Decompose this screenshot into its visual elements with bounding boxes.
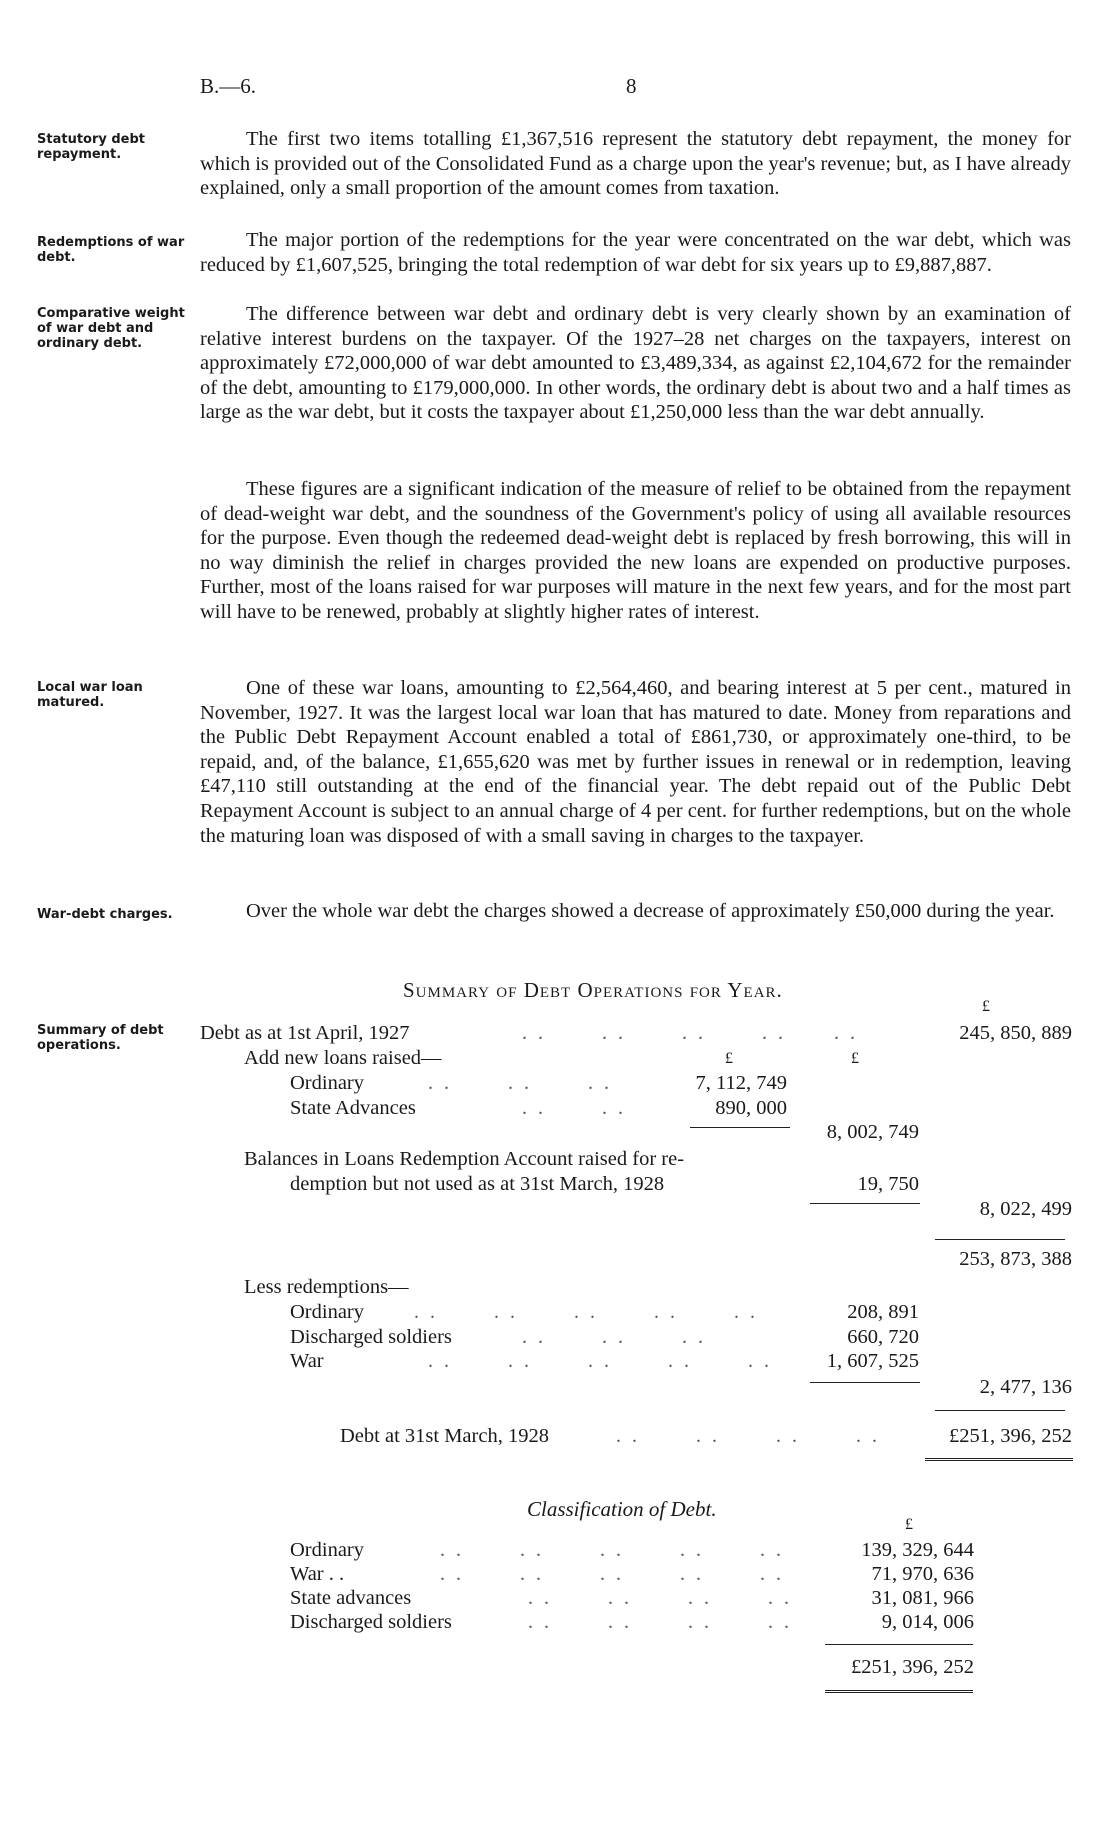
currency-label: £ — [982, 998, 990, 1015]
classification-heading: Classification of Debt. — [527, 1497, 717, 1521]
state-new-label: State Advances — [290, 1097, 416, 1119]
state-new-value: 890, 000 — [715, 1097, 787, 1119]
double-rule — [825, 1690, 973, 1696]
margin-note-comparative: Comparative weight of war debt and ordinary debt. — [37, 306, 185, 351]
margin-note-war-debt-charges: War-debt charges. — [37, 907, 173, 922]
classification-total: £251, 396, 252 — [851, 1656, 974, 1678]
subtotal-value: 253, 873, 388 — [959, 1248, 1072, 1270]
redemption-soldiers-label: Discharged soldiers — [290, 1326, 452, 1348]
paragraph-statutory: The first two items totalling £1,367,516 represent the statutory debt repayment, the money for which is provided out of the Consolidated Fund as a charge upon the year's revenue; but, as I have already explained, only a small proportion of the amount comes from taxation. — [200, 128, 1071, 200]
class-state-label: State advances — [290, 1587, 412, 1609]
rule — [690, 1127, 790, 1128]
debt-start-label: Debt as at 1st April, 1927 — [200, 1022, 410, 1044]
redemption-ordinary-label: Ordinary — [290, 1301, 365, 1323]
summary-heading: Summary of Debt Operations for Year. — [403, 978, 783, 1002]
margin-note-summary: Summary of debt operations. — [37, 1023, 164, 1053]
redemption-war-value: 1, 607, 525 — [826, 1350, 919, 1372]
balances-value: 19, 750 — [857, 1173, 919, 1195]
balances-label-line2: demption but not used as at 31st March, 1928 — [290, 1173, 665, 1195]
class-ordinary-label: Ordinary — [290, 1539, 365, 1561]
class-war-value: 71, 970, 636 — [871, 1563, 974, 1585]
margin-note-local-war-loan: Local war loan matured. — [37, 680, 143, 710]
redemptions-total: 2, 477, 136 — [979, 1376, 1072, 1398]
classification-currency: £ — [905, 1516, 913, 1533]
debt-start-value: 245, 850, 889 — [959, 1022, 1072, 1044]
paragraph-redemptions: The major portion of the redemptions for the year were concentrated on the war debt, which was reduced by £1,607,525, bringing the total redemption of war debt for six years up to £9,887,887. — [200, 229, 1071, 276]
margin-note-statutory: Statutory debt repayment. — [37, 132, 146, 162]
rule — [935, 1410, 1065, 1411]
less-redemptions-label: Less redemptions— — [244, 1276, 409, 1298]
class-war-label: War . . — [290, 1563, 345, 1585]
rule — [825, 1644, 973, 1645]
page-number: 8 — [626, 74, 637, 98]
paragraph-significance: These figures are a significant indication of the measure of relief to be obtained from the repayment of dead-weight war debt, and the soundness of the Government's policy of using all available resources for the purpose. Even though the redeemed dead-weight debt is replaced by fresh borrowing, this will in no way diminish the relief in charges provided the new loans are expended on productive purposes. Further, most of the loans raised for war purposes will mature in the next few years, and for the most part will have to be renewed, probably at slightly higher rates of interest. — [200, 478, 1071, 623]
additions-total: 8, 022, 499 — [979, 1198, 1072, 1220]
class-ordinary-value: 139, 329, 644 — [861, 1539, 974, 1561]
document-code: B.—6. — [200, 74, 257, 98]
paragraph-war-debt-charges: Over the whole war debt the charges showed a decrease of approximately £50,000 during the year. — [246, 900, 1055, 922]
rule — [935, 1239, 1065, 1240]
add-loans-label: Add new loans raised— — [244, 1047, 442, 1069]
paragraph-local-war-loan: One of these war loans, amounting to £2,564,460, and bearing interest at 5 per cent., matured in November, 1927. It was the largest local war loan that has matured to date. Money from reparations and the Public Debt Repayment Account enabled a total of £861,730, or approximately one-third, to be repaid, and, of the balance, £1,655,620 was met by further issues in renewal or in redemption, leaving £47,110 still outstanding at the end of the financial year. The debt repaid out of the Public Debt Repayment Account is subject to an annual charge of 4 per cent. for further redemptions, but on the whole the maturing loan was disposed of with a small saving in charges to the taxpayer. — [200, 677, 1071, 847]
ordinary-new-label: Ordinary — [290, 1072, 365, 1094]
rule — [810, 1382, 920, 1383]
balances-label-line1: Balances in Loans Redemption Account raised for re- — [244, 1148, 685, 1170]
class-state-value: 31, 081, 966 — [871, 1587, 974, 1609]
margin-note-redemptions: Redemptions of war debt. — [37, 235, 185, 265]
currency-label-col1: £ — [725, 1050, 733, 1067]
class-soldiers-label: Discharged soldiers — [290, 1611, 452, 1633]
rule — [810, 1203, 920, 1204]
currency-label-col2: £ — [851, 1050, 859, 1067]
debt-end-value: £251, 396, 252 — [949, 1425, 1072, 1447]
redemption-soldiers-value: 660, 720 — [847, 1326, 919, 1348]
redemption-war-label: War — [290, 1350, 324, 1372]
redemption-ordinary-value: 208, 891 — [847, 1301, 919, 1323]
paragraph-comparative: The difference between war debt and ordinary debt is very clearly shown by an examination of relative interest burdens on the taxpayer. Of the 1927–28 net charges on the taxpayers, interest on approximately £72,000,000 of war debt amounted to £3,489,334, as against £2,104,672 for the remainder of the debt, amounting to £179,000,000. In other words, the ordinary debt is about two and a half times as large as the war debt, but it costs the taxpayer about £1,250,000 less than the war debt annually. — [200, 303, 1071, 424]
debt-end-label: Debt at 31st March, 1928 — [340, 1425, 549, 1447]
new-loans-total: 8, 002, 749 — [826, 1121, 919, 1143]
class-soldiers-value: 9, 014, 006 — [881, 1611, 974, 1633]
ordinary-new-value: 7, 112, 749 — [695, 1072, 787, 1094]
double-rule — [925, 1458, 1073, 1464]
